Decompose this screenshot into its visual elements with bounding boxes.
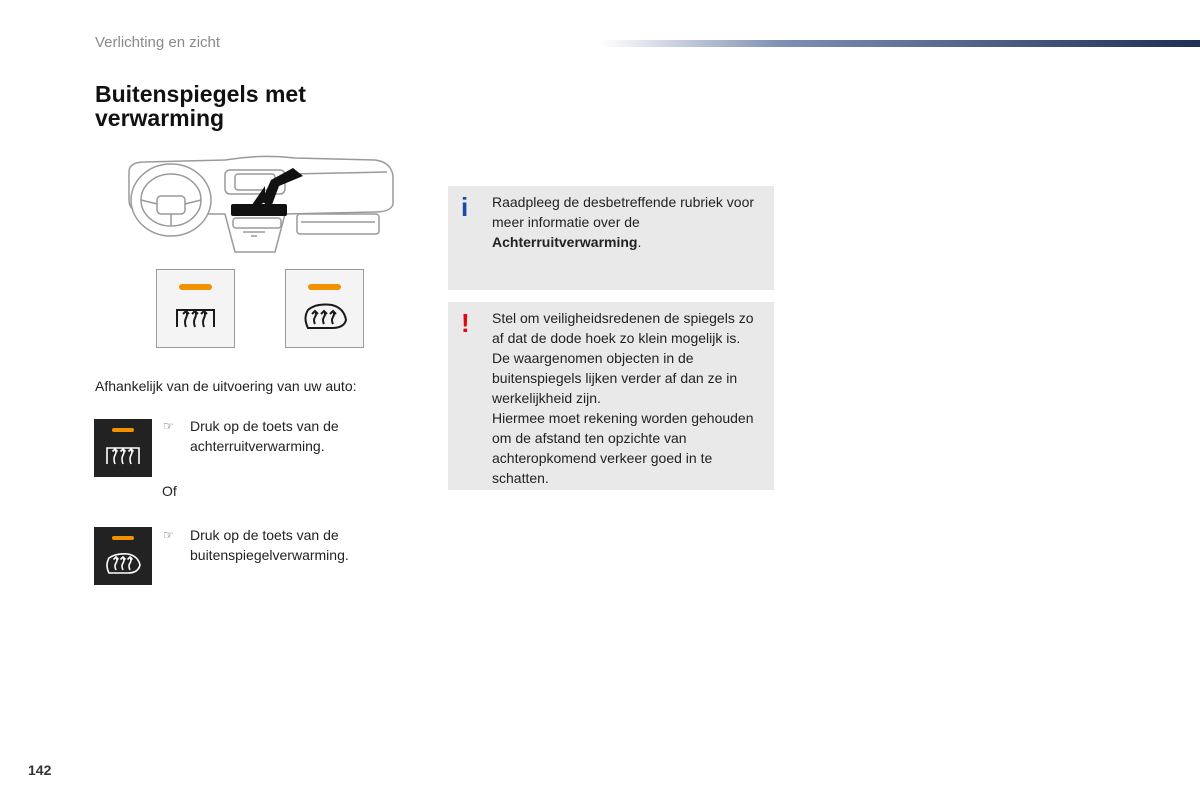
- rear-defrost-button[interactable]: [94, 419, 152, 477]
- header-bar: [600, 40, 1200, 47]
- dashboard-illustration: [125, 152, 397, 264]
- page-number: 142: [28, 762, 52, 778]
- mirror-defrost-icon: [306, 305, 347, 328]
- pointer-bullet-icon: ☞: [163, 419, 174, 433]
- step-1-text: Druk op de toets van de achterruitverwarming.: [190, 418, 339, 454]
- warning-icon: !: [461, 308, 470, 338]
- rear-window-defrost-icon: [107, 448, 139, 464]
- title-line-2: verwarming: [95, 105, 225, 131]
- intro-text: Afhankelijk van de uitvoering van uw auto:: [95, 378, 357, 394]
- info-box: [448, 186, 774, 290]
- or-separator: Of: [162, 483, 177, 499]
- warning-paragraph-3: Hiermee moet rekening worden gehouden om de afstand ten opzichte van achteropkomend verkeer goed in te schatten.: [492, 410, 754, 486]
- pointer-bullet-icon: ☞: [163, 528, 174, 542]
- rear-defrost-button-illustration: [156, 269, 235, 348]
- info-text-end: .: [637, 234, 642, 250]
- section-label: Verlichting en zicht: [95, 34, 221, 51]
- page-title: [95, 82, 395, 130]
- mirror-defrost-button-illustration: [285, 269, 364, 348]
- info-icon: i: [461, 192, 469, 222]
- step-2-text: Druk op de toets van de buitenspiegelverwarming.: [190, 527, 349, 563]
- warning-box: [448, 302, 774, 490]
- warning-paragraph-1: Stel om veiligheidsredenen de spiegels zo af dat de dode hoek zo klein mogelijk is.: [492, 310, 754, 346]
- info-link-term: Achterruitverwarming: [492, 234, 638, 250]
- title-line-1: Buitenspiegels met: [95, 81, 306, 107]
- warning-paragraph-2: De waargenomen objecten in de buitenspiegels lijken verder af dan ze in werkelijkheid zijn.: [492, 350, 738, 406]
- mirror-defrost-icon: [107, 554, 140, 573]
- info-text: Raadpleeg de desbetreffende rubriek voor meer informatie over de: [492, 194, 755, 230]
- rear-window-defrost-icon: [177, 310, 214, 327]
- mirror-defrost-button[interactable]: [94, 527, 152, 585]
